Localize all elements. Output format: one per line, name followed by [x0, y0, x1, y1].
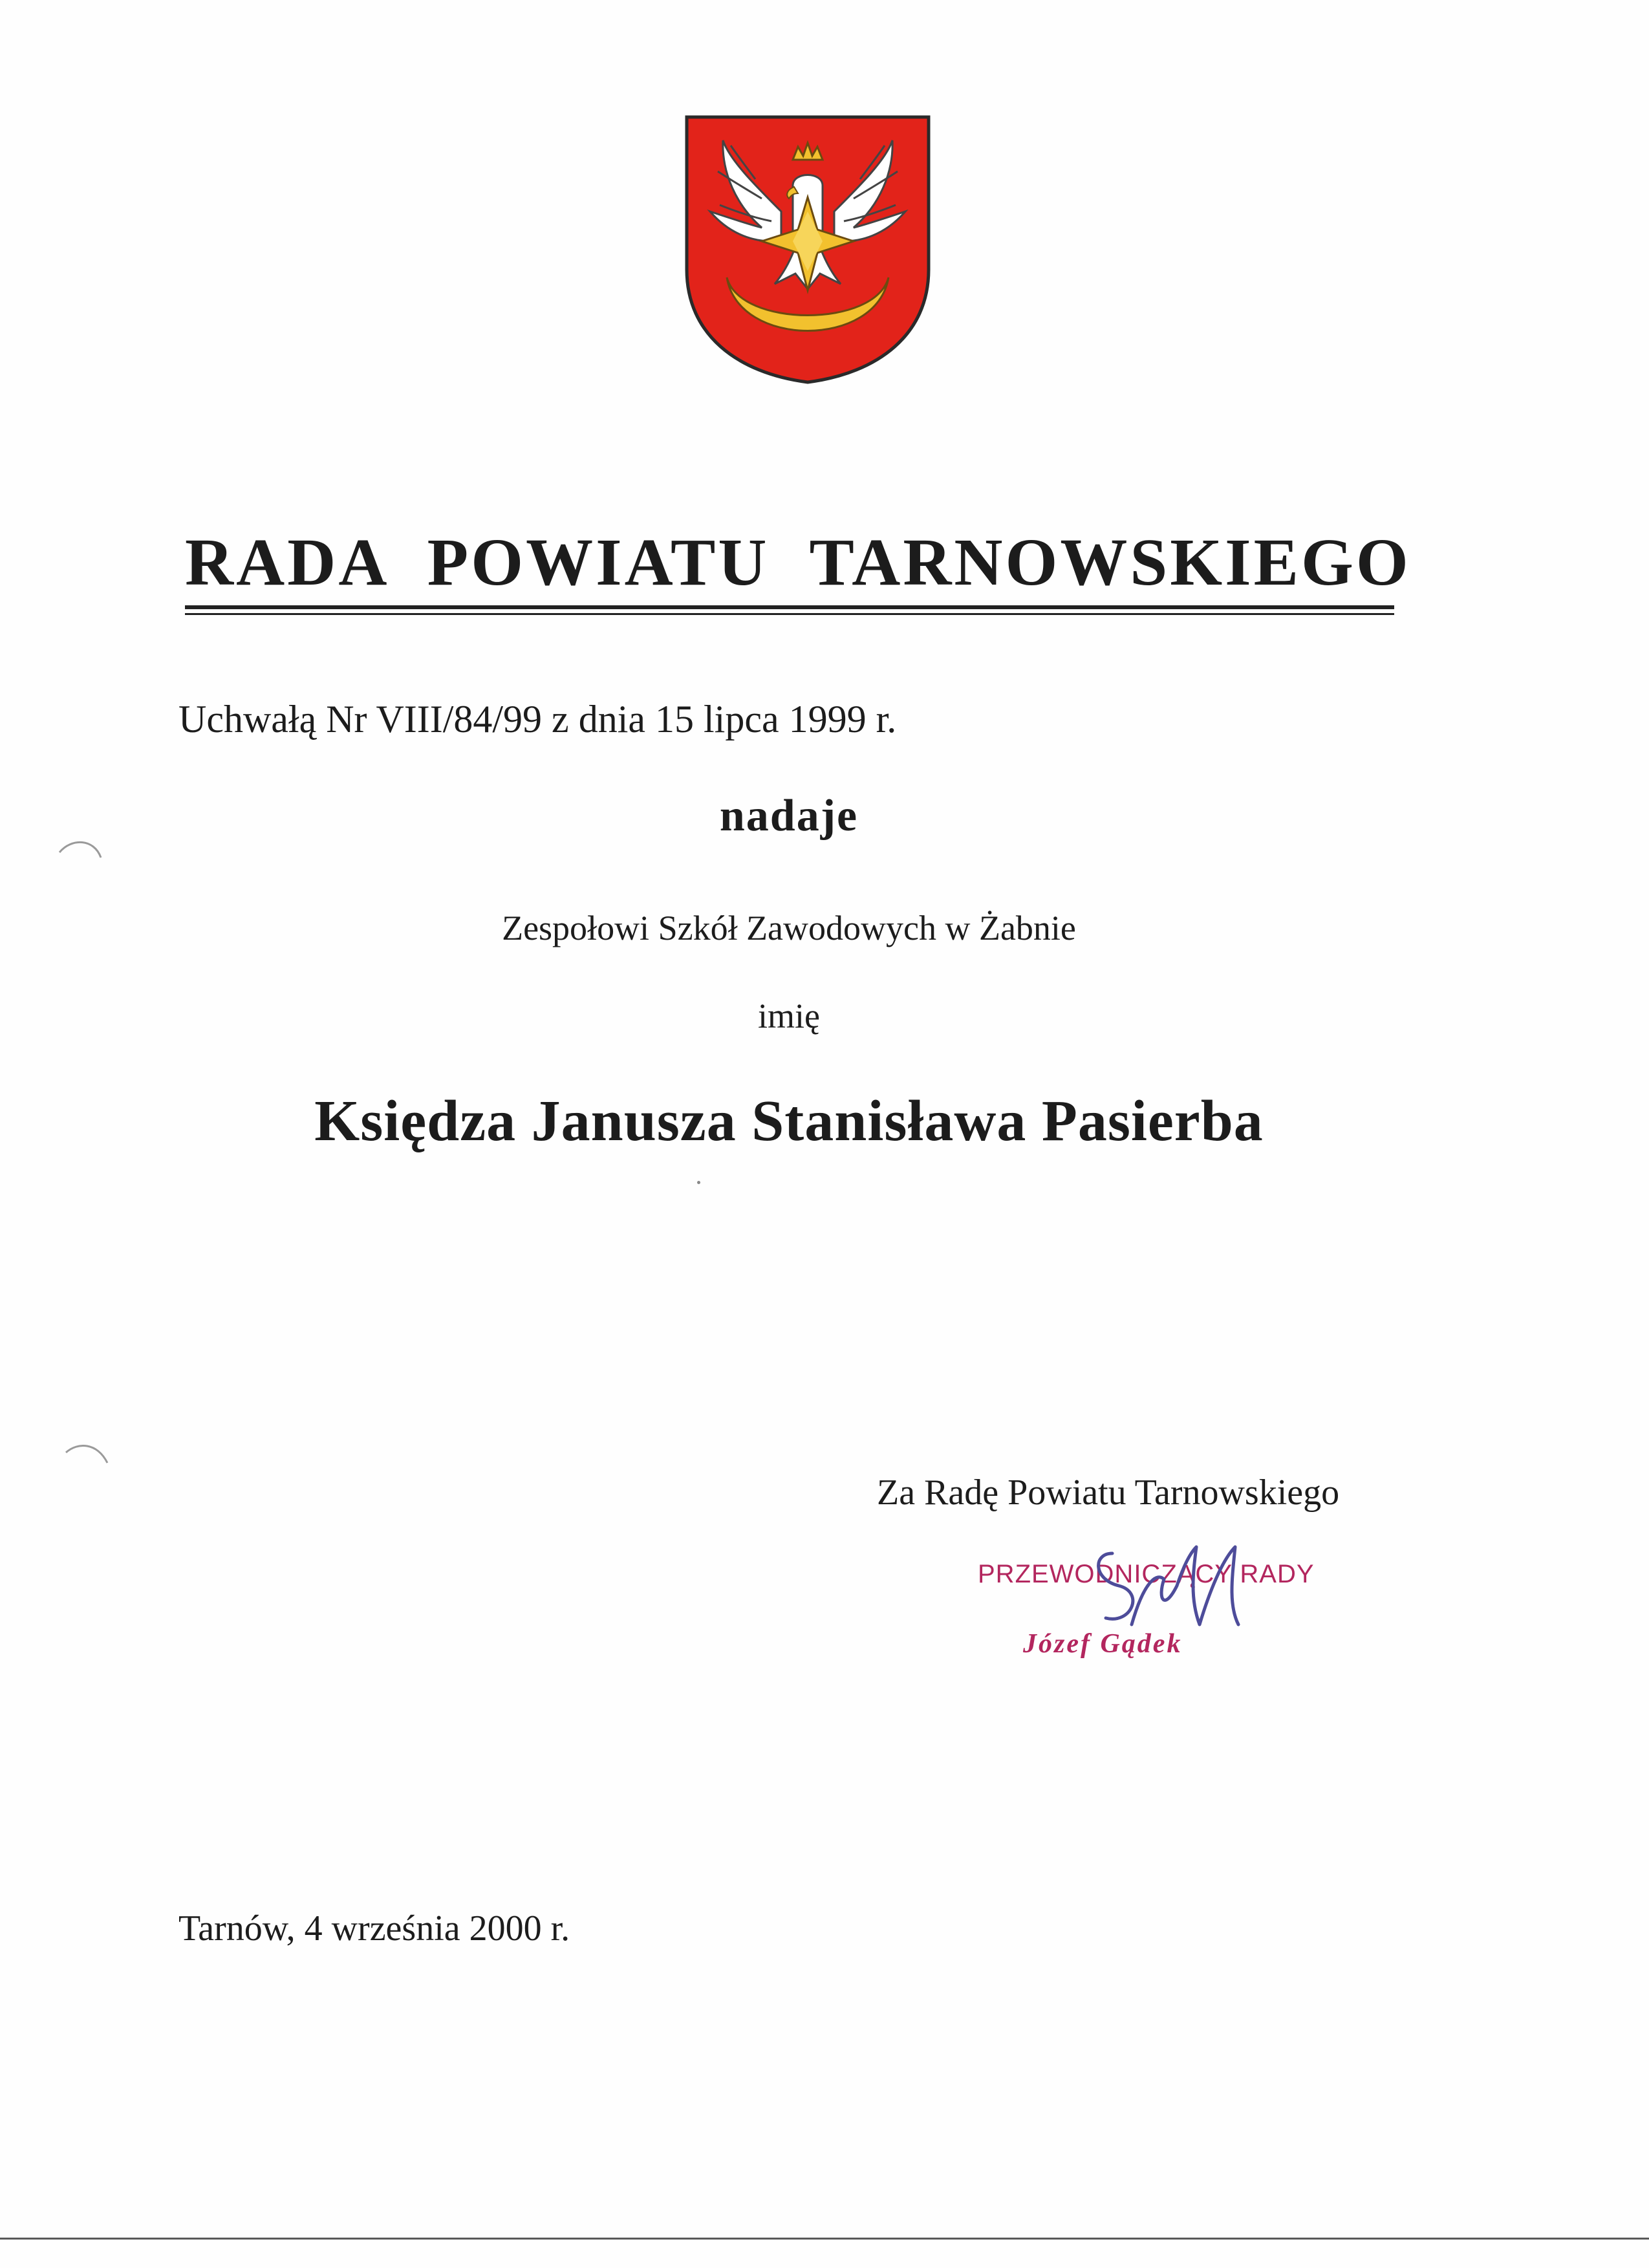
name-word: imię [758, 997, 820, 1035]
resolution-line: Uchwałą Nr VIII/84/99 z dnia 15 lipca 1999 r. [178, 698, 897, 740]
punch-hole-mark [65, 1440, 110, 1465]
handwritten-signature [1086, 1528, 1255, 1631]
verb-line: nadaje [719, 791, 859, 841]
stamp-title: PRZEWODNICZĄCY RADY [978, 1560, 1315, 1588]
place-date: Tarnów, 4 września 2000 r. [178, 1908, 570, 1949]
heading-underline [185, 605, 1394, 609]
patron-name: Księdza Janusza Stanisława Pasierba [314, 1089, 1264, 1153]
stamp-name: Józef Gądek [1023, 1629, 1183, 1659]
heading-underline-thin [185, 613, 1394, 615]
scan-edge-line [0, 2238, 1649, 2240]
scan-speck [697, 1181, 700, 1184]
recipient-line: Zespołowi Szkół Zawodowych w Żabnie [502, 909, 1076, 947]
council-heading [185, 525, 1411, 599]
on-behalf-line: Za Radę Powiatu Tarnowskiego [877, 1473, 1340, 1513]
coat-of-arms-icon [684, 114, 931, 385]
heading-text: RADA POWIATU TARNOWSKIEGO [185, 525, 1411, 599]
punch-hole-mark [58, 834, 103, 860]
